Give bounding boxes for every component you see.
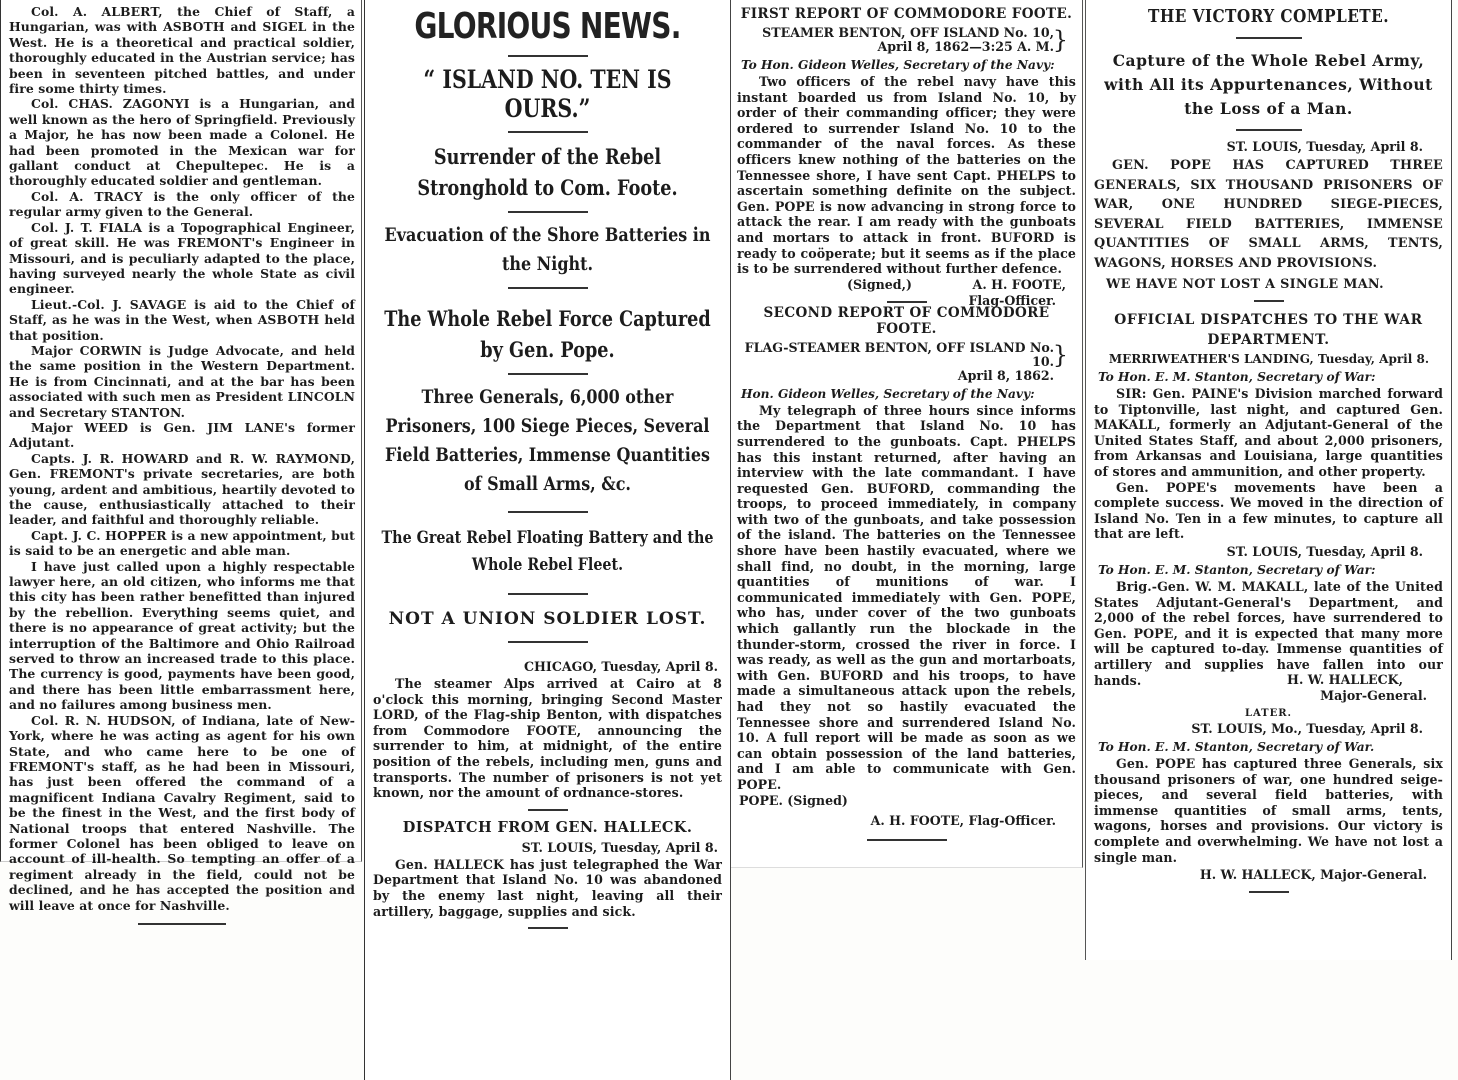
divider-rule xyxy=(1254,300,1284,302)
paragraph-pope-movements: Gen. POPE's movements have been a complete success. We moved in the direction of Island No. Ten in a few minutes, to capture all that are left. xyxy=(1094,479,1443,542)
divider-rule xyxy=(528,809,568,811)
signer-halleck: H. W. HALLECK, xyxy=(1287,672,1403,688)
column-victory-complete xyxy=(1085,0,1452,960)
signer-title: Major-General. xyxy=(1320,688,1427,704)
dateline-line-1: FLAG-STEAMER BENTON, OFF ISLAND No. 10. xyxy=(744,339,1054,369)
headline-victory-complete: THE VICTORY COMPLETE. xyxy=(1148,6,1389,27)
divider-rule xyxy=(508,211,588,213)
deck-surrender: Surrender of the Rebel Stronghold to Com. Foote. xyxy=(417,144,678,200)
divider-rule xyxy=(508,511,588,513)
paragraph-steamer-alps: The steamer Alps arrived at Cairo at 8 o'clock this morning, bringing Second Master LORD, of the Flag-ship Benton, with dispatches from Commodore FOOTE, announcing the surrender to him, at midnight, of the entire position of the rebels, including men, guns and transports. The number of prisoners is not yet known, nor the amount of ordnance-stores. xyxy=(373,676,722,801)
headline-glorious-news: GLORIOUS NEWS. xyxy=(414,6,681,47)
dateline-st-louis: ST. LOUIS, Tuesday, April 8. xyxy=(1226,139,1423,154)
deck-evacuation: Evacuation of the Shore Batteries in the Night. xyxy=(384,224,711,275)
dateline-merriweathers-landing: MERRIWEATHER'S LANDING, Tuesday, April 8. xyxy=(1108,352,1429,366)
divider-rule xyxy=(887,301,927,303)
salutation-stanton: To Hon. E. M. Stanton, Secretary of War. xyxy=(1098,740,1375,755)
signer-halleck-major-general: H. W. HALLECK, Major-General. xyxy=(1199,867,1427,883)
divider-rule xyxy=(508,131,588,133)
column-foote-reports xyxy=(731,0,1083,868)
signed-label: POPE. (Signed) xyxy=(739,792,848,808)
divider-rule xyxy=(1236,37,1302,39)
subhead-later: LATER. xyxy=(1244,708,1293,720)
paragraph-hudson: Col. R. N. HUDSON, of Indiana, late of New-York, where he was acting as agent for his own State, and who came here to be one of FREMONT's staff, as he had been in Missouri, has just been offered the command of a magnificent Indiana Cavalry Regiment, said to be the finest in the West, and the first body of National troops that entered Nashville. The former Colonel has been obliged to leave on account of ill-health. So tempting an offer of a regiment already in the field, could not be declined, and he has accepted the position and will leave at once for Nashville. xyxy=(9,712,355,913)
divider-rule xyxy=(508,55,588,57)
divider-rule xyxy=(1249,891,1289,893)
salutation-welles: Hon. Gideon Welles, Secretary of the Navy: xyxy=(741,386,1035,401)
signer-title: Flag-Officer. xyxy=(968,292,1056,308)
subhead-island-no-ten: “ ISLAND NO. TEN IS OURS.” xyxy=(423,65,672,123)
signature-line xyxy=(737,793,1076,809)
column-staff-notes xyxy=(0,0,362,913)
deck-three-generals: Three Generals, 6,000 other Prisoners, 100 Siege Pieces, Several Field Batteries, Immense Quantities of Small Arms, &c. xyxy=(385,386,710,495)
paragraph-howard-raymond: Capts. J. R. HOWARD and R. W. RAYMOND, Gen. FREMONT's private secretaries, are both young, ardent and ambitious, heartily devoted to the cause, enthusiastically attached to their leader, and faithful and thoroughly reliable. xyxy=(9,450,355,528)
paragraph-second-report: My telegraph of three hours since informs the Department that Island No. 10 has surrendered to the gunboats. Capt. PHELPS has this instant returned, after having an interview with the late commandant. I have requested Gen. BUFORD, commanding the troops, to proceed immediately, in company with two of the gunboats, and take possession of the island. The batteries on the Tennessee shore have been hastily evacuated, where we shall find, no doubt, in the morning, large quantities of munitions of war. I communicated immediately with Gen. POPE, who has, under cover of the two gunboats which gallantly run the blockade in the thunder-storm, crossed the river in force. I was ready, as well as the gun and mortarboats, with Gen. BUFORD and his troops, to have made a simultaneous attack upon the rebels, had they not so hastily evacuated the Tennessee shore and surrendered Island No. 10. A full report will be made as soon as we can obtain possession of the land batteries, and I am able to communicate with Gen. POPE. xyxy=(737,402,1076,792)
paragraph-pope-three-generals: Gen. POPE has captured three Generals, six thousand prisoners of war, one hundred seige-pieces, and several field batteries, with immense quantities of small arms, tents, wagons, horses and provisions. Our victory is complete and overwhelming. We have not lost a single man. xyxy=(1094,756,1443,865)
paragraph-zagonyi: Col. CHAS. ZAGONYI is a Hungarian, and well known as the hero of Springfield. Previously a Major, he has now been made a Colonel. He had been promoted in the Mexican war for gallant conduct at Chepultepec. He is a thoroughly educated soldier and gentleman. xyxy=(9,96,355,189)
dateline-line-2: April 8, 1862—3:25 A. M. xyxy=(877,39,1054,54)
deck-capture-whole-army: Capture of the Whole Rebel Army, with All its Appurtenances, Without the Loss of a Man. xyxy=(1104,51,1433,118)
signature-line xyxy=(737,277,1076,293)
paragraph-first-report: Two officers of the rebel navy have this instant boarded us from Island No. 10, by order of their commanding officer; they were ordered to surrender Island No. 10 to the commander of the naval forces. As these officers knew nothing of the batteries on the Tennessee shore, I have sent Capt. PHELPS to ascertain something definite on the subject. Gen. POPE is now advancing in strong force to attack the rear. I am ready with the gunboats and mortars to attack in front. BUFORD is ready to coöperate; but it seems as if the place is to be surrendered without further defence. xyxy=(737,74,1076,277)
headline-dispatch-halleck: DISPATCH FROM GEN. HALLECK. xyxy=(402,818,693,836)
divider-rule xyxy=(867,839,947,841)
line-not-lost-single-man: WE HAVE NOT LOST A SINGLE MAN. xyxy=(1106,277,1384,292)
divider-rule xyxy=(508,593,588,595)
paragraph-halleck-telegraph: Gen. HALLECK has just telegraphed the War Department that Island No. 10 was abandoned by the enemy last night, leaving all their artillery, baggage, supplies and sick. xyxy=(373,856,722,919)
headline-second-report: SECOND REPORT OF COMMODORE FOOTE. xyxy=(763,304,1050,337)
dateline-line-1: STEAMER BENTON, OFF ISLAND No. 10, xyxy=(762,25,1054,40)
dateline-line-2: April 8, 1862. xyxy=(957,367,1054,383)
paragraph-lawyer: I have just called upon a highly respectable lawyer here, an old citizen, who informs me that this city has been rather benefitted than injured by the rebellion. Everything seems quiet, and there is no appearance of great activity; but the interruption of the Baltimore and Ohio Railroad served to throw an increased trade to this place. The currency is good, payments have been good, and there has been little embarrassment here, and no failures among business men. xyxy=(9,558,355,713)
salutation-stanton: To Hon. E. M. Stanton, Secretary of War: xyxy=(1098,562,1376,577)
paragraph-weed: Major WEED is Gen. JIM LANE's former Adjutant. xyxy=(9,419,355,451)
column-divider-rule xyxy=(138,923,226,925)
headline-first-report: FIRST REPORT OF COMMODORE FOOTE. xyxy=(740,6,1073,22)
signed-label: (Signed,) xyxy=(847,276,912,292)
paragraph-corwin: Major CORWIN is Judge Advocate, and held the same position in the Western Department. He is from Cincinnati, and at the bar has been associated with such men as President LINCOLN and Secretary STANTON. xyxy=(9,342,355,420)
dateline-chicago: CHICAGO, Tuesday, April 8. xyxy=(524,659,718,674)
signer-name: A. H. FOOTE, Flag-Officer. xyxy=(870,812,1056,828)
dateline-st-louis: ST. LOUIS, Tuesday, April 8. xyxy=(1226,543,1423,559)
divider-rule xyxy=(528,927,568,929)
salutation-stanton: To Hon. E. M. Stanton, Secretary of War: xyxy=(1098,370,1376,384)
signer-name: A. H. FOOTE, xyxy=(972,276,1066,292)
headline-official-dispatches: OFFICIAL DISPATCHES TO THE WAR DEPARTMENT. xyxy=(1114,312,1423,348)
divider-rule xyxy=(508,641,588,643)
deck-floating-battery: The Great Rebel Floating Battery and the Whole Rebel Fleet. xyxy=(381,528,714,575)
dateline-st-louis: ST. LOUIS, Tuesday, April 8. xyxy=(521,839,718,855)
salutation-welles: To Hon. Gideon Welles, Secretary of the Navy: xyxy=(741,58,1055,72)
headline-not-a-union-soldier-lost: NOT A UNION SOLDIER LOST. xyxy=(388,609,707,629)
paragraph-albert: Col. A. ALBERT, the Chief of Staff, a Hungarian, was with ASBOTH and SIGEL in the West. He is a theoretical and practical soldier, thoroughly educated in the Austrian service; has been in seventeen pitched battles, and under fire some thirty times. xyxy=(9,4,355,97)
column-glorious-news xyxy=(364,0,731,1080)
paragraph-hopper: Capt. J. C. HOPPER is a new appointment, but is said to be an energetic and able man. xyxy=(9,527,355,559)
dateline-st-louis-mo: ST. LOUIS, Mo., Tuesday, April 8. xyxy=(1191,721,1423,737)
paragraph-makall-surrendered: Brig.-Gen. W. M. MAKALL, late of the United States Adjutant-General's Department, and 2,000 of the rebel forces, have surrendered to Gen. POPE, and it is expected that many more will be captured to-day. Immense quantities of artillery and supplies have fallen into our hands. xyxy=(1094,578,1443,688)
paragraph-fiala: Col. J. T. FIALA is a Topographical Engineer, of great skill. He was FREMONT's Engineer in Missouri, and is peculiarly adapted to the place, having surveyed nearly the whole State as civil engineer. xyxy=(9,219,355,297)
paragraph-pope-captured: GEN. POPE HAS CAPTURED THREE GENERALS, SIX THOUSAND PRISONERS OF WAR, ONE HUNDRED SIEGE-PIECES, SEVERAL FIELD BATTERIES, IMMENSE QUANTITIES OF SMALL ARMS, TENTS, WAGONS, HORSES AND PROVISIONS. xyxy=(1094,158,1443,271)
dateline-steamer-benton xyxy=(737,26,1072,54)
divider-rule xyxy=(508,287,588,289)
divider-rule xyxy=(508,373,588,375)
paragraph-savage: Lieut.-Col. J. SAVAGE is aid to the Chief of Staff, as he was in the West, when ASBOTH held that position. xyxy=(9,296,355,343)
paragraph-paine-division: SIR: Gen. PAINE's Division marched forward to Tiptonville, last night, and captured Gen. MAKALL, formerly an Adjutant-General of the United States Staff, and about 2,000 prisoners, from Arkansas and Louisiana, large quantities of stores and ammunition, and other property. xyxy=(1094,386,1443,479)
deck-whole-rebel-force: The Whole Rebel Force Captured by Gen. Pope. xyxy=(384,306,711,362)
dateline-flag-steamer-benton xyxy=(737,341,1072,383)
divider-rule xyxy=(1236,129,1302,131)
paragraph-tracy: Col. A. TRACY is the only officer of the regular army given to the General. xyxy=(9,188,355,220)
